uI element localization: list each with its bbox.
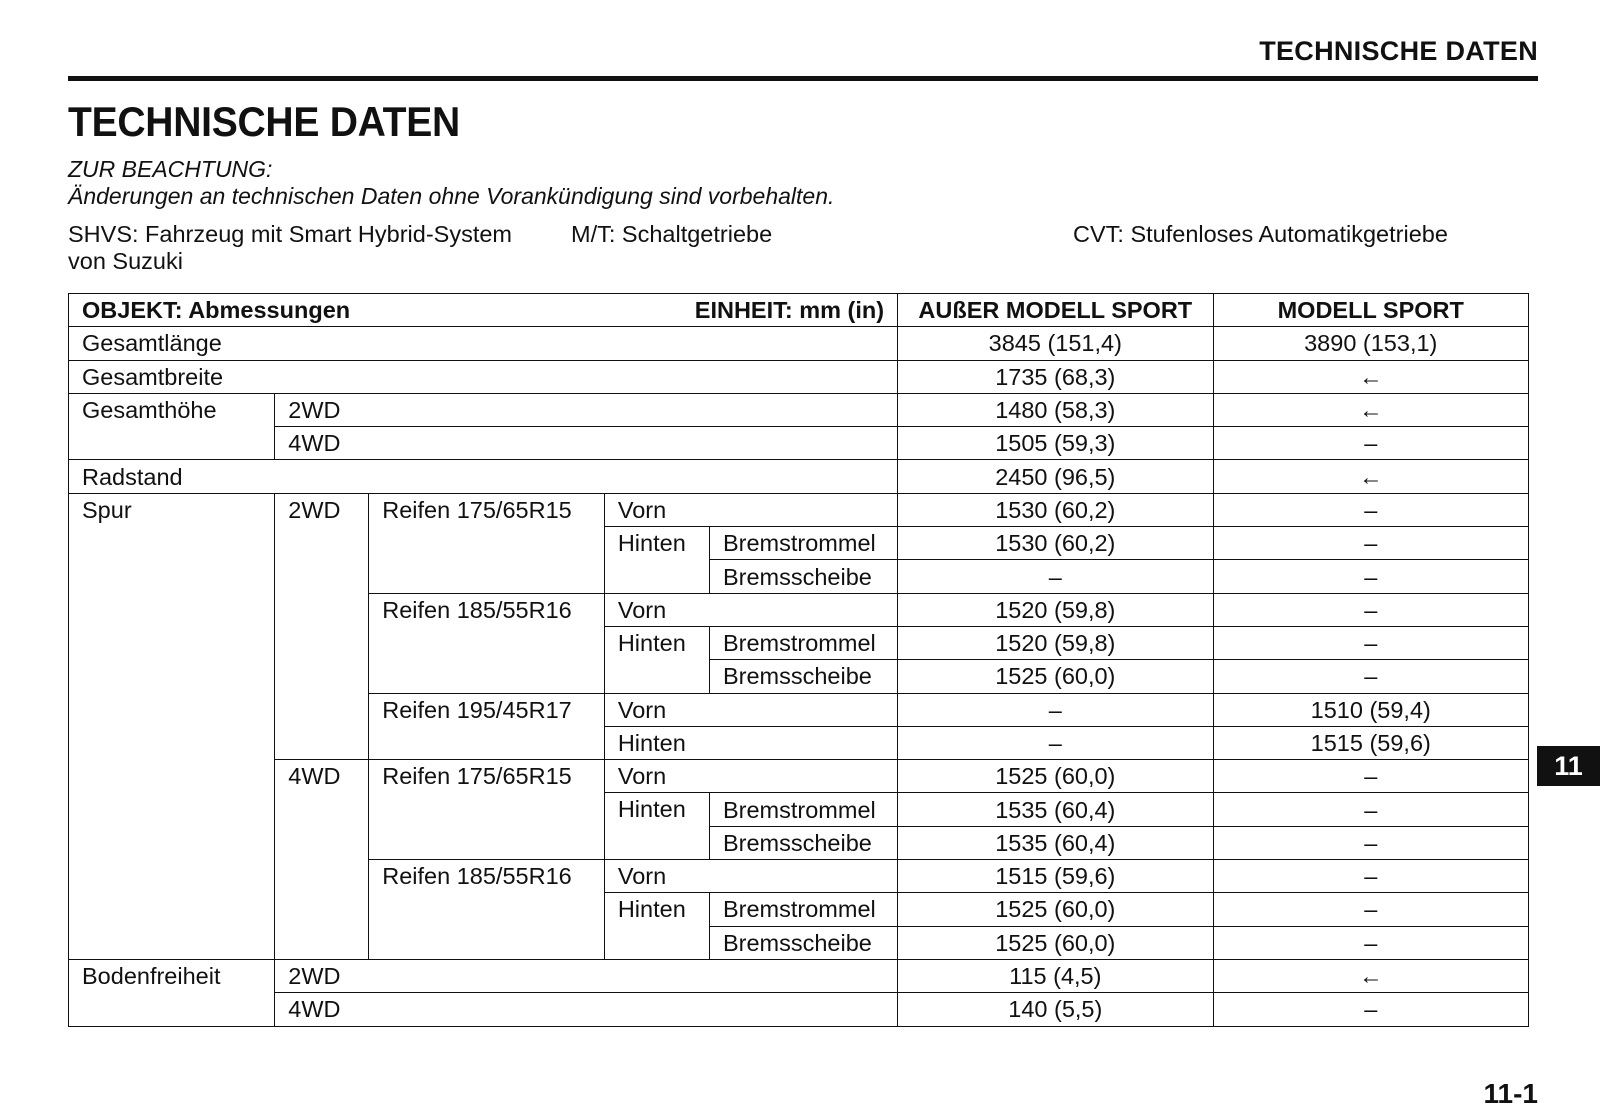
- axle-label: Hinten: [604, 793, 709, 860]
- drive-label: 4WD: [275, 993, 898, 1026]
- value-non-sport: 1735 (68,3): [898, 360, 1213, 393]
- item-label: Spur: [69, 493, 275, 959]
- abbreviation-cvt: CVT: Stufenloses Automatikgetriebe: [1073, 221, 1448, 247]
- dimensions-table: [68, 293, 1529, 1027]
- value-non-sport: 1530 (60,2): [898, 493, 1213, 526]
- table-row: [69, 460, 1529, 493]
- axle-label: Vorn: [604, 760, 897, 793]
- brake-label: Bremsscheibe: [709, 560, 897, 593]
- value-non-sport: 1505 (59,3): [898, 427, 1213, 460]
- value-non-sport: 3845 (151,4): [898, 327, 1213, 360]
- value-sport: –: [1213, 993, 1528, 1026]
- section-header-title: TECHNISCHE DATEN: [1259, 36, 1538, 66]
- value-sport: –: [1213, 527, 1528, 560]
- axle-label: Hinten: [604, 893, 709, 960]
- item-label: Bodenfreiheit: [69, 959, 275, 1026]
- chapter-tab: 11: [1537, 746, 1600, 786]
- value-sport: –: [1213, 560, 1528, 593]
- table-row: [69, 993, 1529, 1026]
- value-non-sport: –: [898, 693, 1213, 726]
- value-sport: –: [1213, 826, 1528, 859]
- value-sport: –: [1213, 926, 1528, 959]
- brake-label: Bremstrommel: [709, 626, 897, 659]
- value-non-sport: 1515 (59,6): [898, 860, 1213, 893]
- tyre-label: Reifen 175/65R15: [369, 493, 605, 593]
- value-sport: 1510 (59,4): [1213, 693, 1528, 726]
- drive-label: 2WD: [275, 493, 369, 759]
- header-rule: [68, 76, 1538, 81]
- value-sport: ←: [1213, 460, 1528, 493]
- abbreviation-shvs: SHVS: Fahrzeug mit Smart Hybrid-System von Suzuki: [68, 221, 512, 274]
- value-non-sport: 1535 (60,4): [898, 826, 1213, 859]
- value-non-sport: 140 (5,5): [898, 993, 1213, 1026]
- drive-label: 2WD: [275, 393, 898, 426]
- axle-label: Hinten: [604, 527, 709, 594]
- value-sport: –: [1213, 493, 1528, 526]
- note-label: ZUR BEACHTUNG:: [68, 156, 273, 182]
- value-non-sport: 1525 (60,0): [898, 660, 1213, 693]
- value-sport: ←: [1213, 959, 1528, 992]
- value-sport: –: [1213, 760, 1528, 793]
- value-sport: ←: [1213, 360, 1528, 393]
- drive-label: 4WD: [275, 427, 898, 460]
- value-sport: –: [1213, 427, 1528, 460]
- value-non-sport: 115 (4,5): [898, 959, 1213, 992]
- table-row: [69, 327, 1529, 360]
- axle-label: Vorn: [604, 860, 897, 893]
- value-non-sport: 1520 (59,8): [898, 593, 1213, 626]
- item-label: Gesamthöhe: [69, 393, 275, 460]
- header-object-cell: [69, 294, 898, 327]
- table-row: [69, 959, 1529, 992]
- tyre-label: Reifen 195/45R17: [369, 693, 605, 760]
- value-non-sport: 1535 (60,4): [898, 793, 1213, 826]
- value-sport: 1515 (59,6): [1213, 726, 1528, 759]
- header-non-sport: AUßER MODELL SPORT: [898, 294, 1213, 327]
- brake-label: Bremstrommel: [709, 793, 897, 826]
- value-non-sport: –: [898, 560, 1213, 593]
- table-row: [69, 760, 1529, 793]
- value-non-sport: 1480 (58,3): [898, 393, 1213, 426]
- page-number: 11-1: [1483, 1078, 1538, 1109]
- value-sport: –: [1213, 893, 1528, 926]
- value-sport: –: [1213, 860, 1528, 893]
- header-sport: MODELL SPORT: [1213, 294, 1528, 327]
- page-title: TECHNISCHE DATEN: [68, 98, 460, 145]
- axle-label: Vorn: [604, 693, 897, 726]
- drive-label: 4WD: [275, 760, 369, 960]
- brake-label: Bremsscheibe: [709, 926, 897, 959]
- table-header-row: [69, 294, 1529, 327]
- brake-label: Bremsscheibe: [709, 660, 897, 693]
- tyre-label: Reifen 185/55R16: [369, 860, 605, 960]
- header-unit: EINHEIT: mm (in): [694, 297, 885, 324]
- brake-label: Bremstrommel: [709, 893, 897, 926]
- drive-label: 2WD: [275, 959, 898, 992]
- brake-label: Bremsscheibe: [709, 826, 897, 859]
- table-row: [69, 393, 1529, 426]
- value-non-sport: 1525 (60,0): [898, 893, 1213, 926]
- note-text: Änderungen an technischen Daten ohne Vorankündigung sind vorbehalten.: [68, 183, 835, 209]
- header-object: OBJEKT: Abmessungen: [82, 297, 351, 324]
- table-row: [69, 427, 1529, 460]
- value-sport: 3890 (153,1): [1213, 327, 1528, 360]
- abbreviation-mt: M/T: Schaltgetriebe: [571, 221, 773, 247]
- item-label: Gesamtbreite: [69, 360, 898, 393]
- value-sport: –: [1213, 593, 1528, 626]
- value-non-sport: –: [898, 726, 1213, 759]
- axle-label: Hinten: [604, 626, 709, 693]
- value-sport: ←: [1213, 393, 1528, 426]
- value-sport: –: [1213, 660, 1528, 693]
- table-row: [69, 493, 1529, 526]
- value-non-sport: 2450 (96,5): [898, 460, 1213, 493]
- axle-label: Hinten: [604, 726, 897, 759]
- item-label: Gesamtlänge: [69, 327, 898, 360]
- value-sport: –: [1213, 626, 1528, 659]
- value-non-sport: 1530 (60,2): [898, 527, 1213, 560]
- axle-label: Vorn: [604, 493, 897, 526]
- tyre-label: Reifen 175/65R15: [369, 760, 605, 860]
- value-sport: –: [1213, 793, 1528, 826]
- axle-label: Vorn: [604, 593, 897, 626]
- value-non-sport: 1525 (60,0): [898, 926, 1213, 959]
- value-non-sport: 1520 (59,8): [898, 626, 1213, 659]
- value-non-sport: 1525 (60,0): [898, 760, 1213, 793]
- table-row: [69, 360, 1529, 393]
- brake-label: Bremstrommel: [709, 527, 897, 560]
- tyre-label: Reifen 185/55R16: [369, 593, 605, 693]
- item-label: Radstand: [69, 460, 898, 493]
